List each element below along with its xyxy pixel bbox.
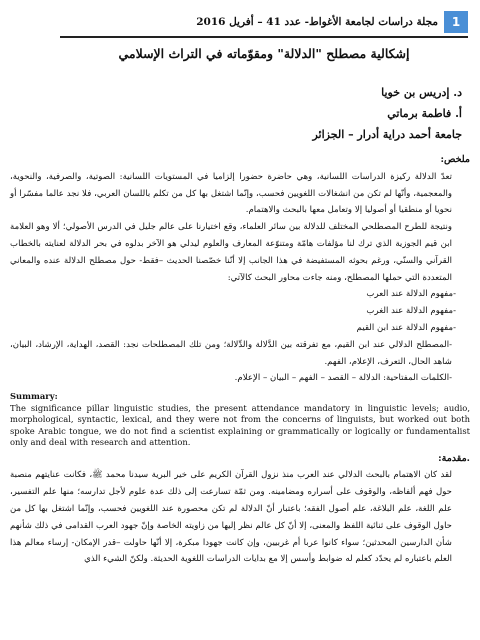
summary-heading: Summary: (10, 391, 58, 402)
english-summary (10, 391, 470, 449)
intro-paragraph: لقد كان الاهتمام بالبحث الدلالي عند العرب منذ نزول القرآن الكريم على خير البرية سيدنا محمد ﷺ، فكانت عنايتهم منصبة حول فهم ألفاظه، والوقوف على أسراره ومضامينه. ومن ثمّة تسارعت إلى ذلك عدة علوم لأجل تدارسه؛ منها علم التفسير، علم اللغة، علم البلاغة، علم أصول الفقه؛ باعتبار أنّ الدلالة لم تكن محصورة عند اللغويين فحسب، وإنّما اشتغل بها كل من حاول الوقوف على ثنائية اللفظ والمعنى، إلا أنّ كل عالم نظر إليها من زاويته الخاصة وإنّ جهود العرب القدامى في ذلك شأنهم شأن الدارسين المحدثين؛ سواء كانوا عربا أم غربيين، وإن كانت جهودا مبكرة، إلا أنّها حاولت –قدر الإمكان- إرساء معالم هذا العلم باعتباره لم يحدّد كعلم له ضوابط وأسس إلا مع بدايات الدراسات اللغوية الحديثة. ولكنّ الشيء الذي (10, 470, 452, 565)
abstract-paragraph: ونتيجة للطرح المصطلحي المختلف للدلالة بين سائر العلماء، وقع اختيارنا على عالم جليل في الدرس الأصولي؛ ألا وهو العلامة ابن قيم الجوزية الذي ترك لنا مؤلفات هامّة ومتنوّعة المعارف والعلوم ليدلي هو الآخر بدلوه في بحر الدلالة لعنايته بالخطاب القرآني والسنّي، ورغم بحوثه المستفيضة في هذا الجانب إلا أنّنا خصّصنا الحديث –فقط- حول مصطلح الدلالة عنده والمعاني المتعددة التي حملها المصطلح، ومنه جاءت محاور البحث كالآتي: (10, 222, 452, 283)
author-block (42, 82, 462, 145)
running-header (64, 10, 468, 34)
author-affiliation: جامعة أحمد دراية أدرار – الجزائر (312, 128, 462, 141)
article-title: إشكالية مصطلح "الدلالة" ومقوّماته في التراث الإسلامي (118, 46, 410, 61)
page-number-badge: 1 (444, 11, 468, 33)
abstract-list-item: -مفهوم الدلالة عند العرب (366, 289, 456, 300)
intro-heading: .مقدمة: (438, 452, 470, 464)
article-body (10, 152, 470, 568)
abstract-list-item: -مفهوم الدلالة عند الغرب (366, 306, 456, 317)
header-divider (60, 36, 468, 38)
abstract-paragraph: تعدّ الدلالة ركيزة الدراسات اللسانية، وهي حاضرة حضورا إلزاميا في المستويات اللسانية: الصوتية، والصرفية، والنحوية، والمعجمية، وأنّها لم تكن من انشغالات اللغويين فحسب، وإنّما اشتغل بها كل من تكلم باللسان العربي، فلا نجد عالما مفسّرا أو نحويا أو منطقيا أو أصوليا إلا وتعامل معها بالبحث والاهتمام. (10, 171, 452, 216)
abstract-terms: -المصطلح الدلالي عند ابن القيم، مع تفرقته بين الدَّلالة والدِّلالة؛ ومن تلك المصطلحات نجد: القصد، الهداية، الإرشاد، البيان، شاهد الحال، التعرف، الإعلام، الفهم. (10, 339, 452, 367)
summary-text: The significance pillar linguistic studies, the present attendance mandatory in linguistic levels; audio, morphological, syntactic, lexical, and they were not from the concerns of linguists, but worked out both spoke Arabic tongue, we do not find a scientist explaining or grammatically or logically or fundamentalist only and deal with research and attention. (10, 402, 470, 448)
author-2: أ. فاطمة برماتي (387, 107, 462, 120)
abstract-heading: ملخص: (440, 154, 470, 165)
keywords: -الكلمات المفتاحية: الدلالة – القصد – الفهم – البيان – الإعلام. (234, 373, 452, 384)
abstract-list-item: -مفهوم الدلالة عند ابن القيم (356, 322, 456, 333)
author-1: د. إدريس بن خويا (381, 86, 462, 99)
journal-title: مجلة دراسات لجامعة الأغواط- عدد 41 – أفريل 2016 (196, 16, 438, 28)
